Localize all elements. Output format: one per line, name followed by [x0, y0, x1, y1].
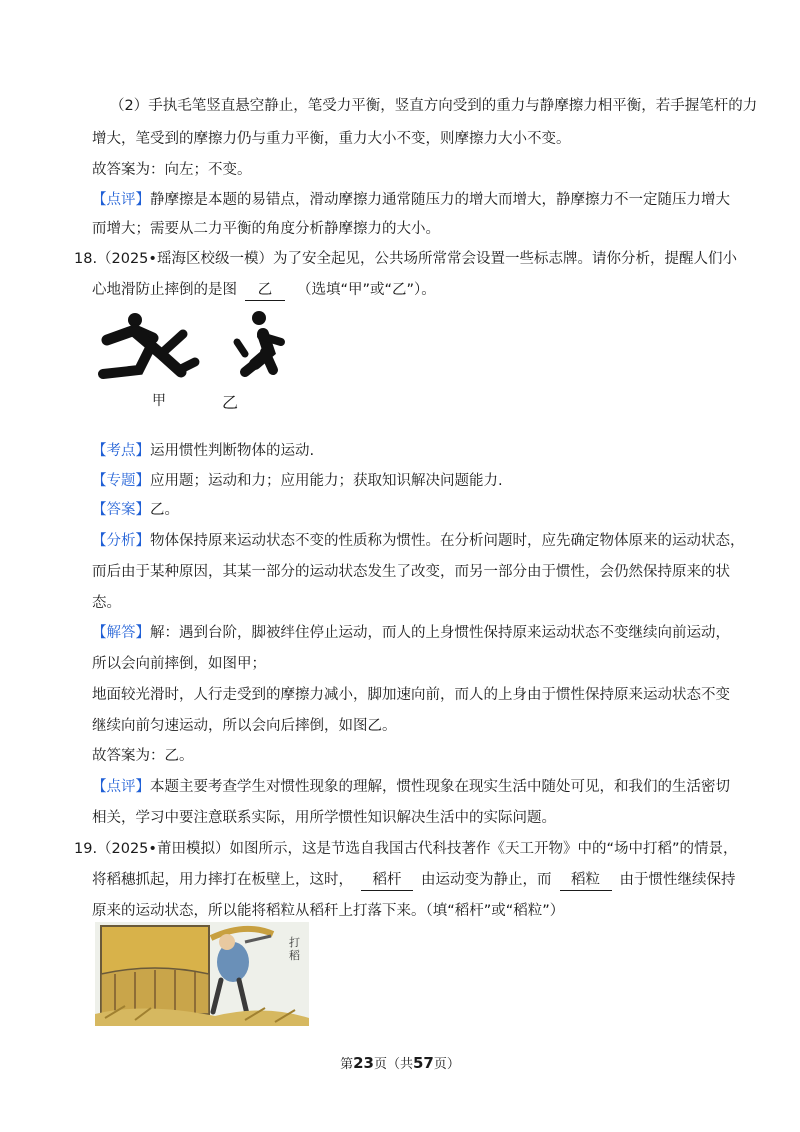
q19-answer-blank-2: 稻粒	[560, 870, 612, 891]
p17-line-1: （2）手执毛笔竖直悬空静止，笔受力平衡，竖直方向受到的重力与静摩擦力相平衡，若手握笔杆的力	[110, 98, 758, 114]
figure-label-jia: 甲	[152, 393, 166, 409]
q18-review-line-2: 相关，学习中要注意联系实际，用所学惯性知识解决生活中的实际问题。	[92, 810, 556, 826]
p17-review-line-2: 而增大；需要从二力平衡的角度分析静摩擦力的大小。	[92, 221, 440, 237]
q18-answer-blank: 乙	[245, 280, 285, 301]
threshing-scene	[95, 922, 309, 1026]
jieda-line-2: 所以会向前摔倒，如图甲；	[92, 656, 266, 672]
q18-figure	[95, 308, 295, 418]
jieda-line-3: 地面较光滑时，人行走受到的摩擦力减小，脚加速向前，而人的上身由于惯性保持原来运动状态不变	[92, 687, 730, 703]
review-tag: 【点评】	[92, 192, 150, 208]
p17-review-line-1: 【点评】静摩擦是本题的易错点，滑动摩擦力通常随压力的增大而增大，静摩擦力不一定随压力增大	[92, 192, 730, 208]
jieda-line-1: 【解答】解：遇到台阶，脚被绊住停止运动，而人的上身惯性保持原来运动状态不变继续向前运动，	[92, 625, 730, 641]
q19-stem-line-3: 原来的运动状态，所以能将稻粒从稻秆上打落下来。（填“稻杆”或“稻粒”）	[92, 903, 565, 919]
zhuanti-line: 【专题】应用题；运动和力；应用能力；获取知识解决问题能力.	[92, 473, 503, 489]
trip-forward-figure	[103, 313, 195, 374]
fenxi-line-2: 而后由于某种原因，其某一部分的运动状态发生了改变，而另一部分由于惯性，会仍然保持原来的状	[92, 564, 730, 580]
q18-stem-line-1: （2025•瑶海区校级一模）为了安全起见，公共场所常常会设置一些标志牌。请你分析，提醒人们小	[97, 251, 737, 267]
q19-stem-line-2: 将稻穗抓起，用力摔打在板壁上，这时， 稻杆 由运动变为静止，而 稻粒 由于惯性继续保持	[92, 870, 736, 891]
p17-answer: 故答案为：向左；不变。	[92, 162, 252, 178]
q18-stem-line-2: 心地滑防止摔倒的是图 乙 （选填“甲”或“乙”）。	[92, 280, 436, 301]
p17-line-2: 增大，笔受到的摩擦力仍与重力平衡，重力大小不变，则摩擦力大小不变。	[92, 131, 571, 147]
figure-label-yi: 乙	[222, 393, 239, 412]
jieda-line-4: 继续向前匀速运动，所以会向后摔倒，如图乙。	[92, 718, 397, 734]
q19-stem-line-1: （2025•莆田模拟）如图所示，这是节选自我国古代科技著作《天工开物》中的“场中打稻”的情景，	[97, 841, 738, 857]
q18-review-line-1: 【点评】本题主要考查学生对惯性现象的理解，惯性现象在现实生活中随处可见，和我们的生活密切	[92, 779, 730, 795]
fenxi-line-3: 态。	[92, 595, 121, 611]
falling-person-icons	[95, 308, 295, 418]
fenxi-line-1: 【分析】物体保持原来运动状态不变的性质称为惯性。在分析问题时，应先确定物体原来的运动状态，	[92, 533, 745, 549]
q18-answer: 故答案为：乙。	[92, 748, 194, 764]
threshing-illustration	[95, 922, 309, 1026]
illustration-caption: 打稻	[289, 936, 300, 962]
current-page-number: 23	[353, 1054, 374, 1072]
page-footer: 第23页（共57页）	[340, 1054, 460, 1072]
q19-number: 19.	[74, 841, 98, 857]
total-pages: 57	[413, 1054, 434, 1072]
q19-answer-blank-1: 稻杆	[361, 870, 413, 891]
kaodian-line: 【考点】运用惯性判断物体的运动.	[92, 443, 315, 459]
q18-number: 18.	[74, 251, 98, 267]
daan-line: 【答案】乙。	[92, 502, 179, 518]
slip-backward-figure	[237, 311, 281, 372]
